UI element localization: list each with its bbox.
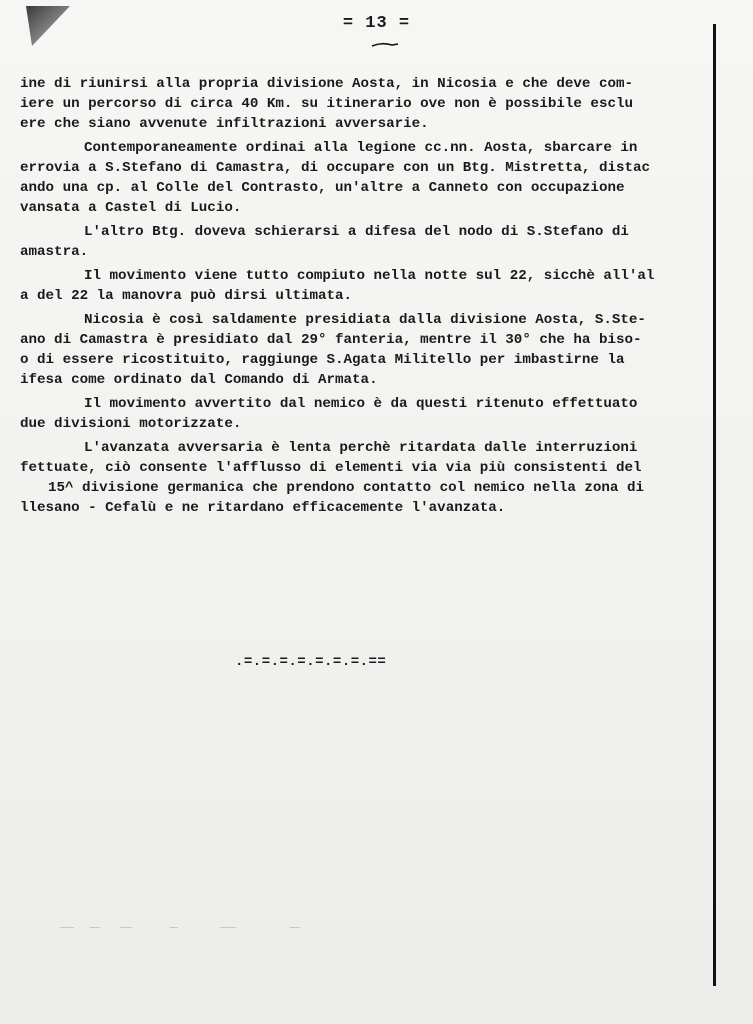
page-right-edge-line [713, 24, 716, 986]
text-line: due divisioni motorizzate. [20, 416, 242, 432]
pen-mark [370, 40, 400, 50]
text-line: ere che siano avvenute infiltrazioni avversarie. [20, 116, 429, 132]
page-number: = 13 = [342, 14, 411, 33]
paragraph-start: Contemporaneamente ordinai alla legione cc.nn. Aosta, sbarcare in [84, 140, 638, 156]
document-body [20, 74, 710, 518]
text-line: 15^ divisione germanica che prendono contatto col nemico nella zona di [48, 480, 644, 496]
text-line: ando una cp. al Colle del Contrasto, un'altre a Canneto con occupazione [20, 180, 625, 196]
text-line: ine di riunirsi alla propria divisione Aosta, in Nicosia e che deve com- [20, 76, 633, 92]
paragraph-start: L'avanzata avversaria è lenta perchè ritardata dalle interruzioni [84, 440, 638, 456]
text-line: llesano - Cefalù e ne ritardano efficacemente l'avanzata. [20, 500, 506, 516]
text-line: o di essere ricostituito, raggiunge S.Agata Militello per imbastirne la [20, 352, 625, 368]
scan-artifact [60, 924, 360, 932]
text-line: amastra. [20, 244, 89, 260]
text-line: ano di Camastra è presidiato dal 29° fanteria, mentre il 30° che ha biso- [20, 332, 642, 348]
text-line: vansata a Castel di Lucio. [20, 200, 242, 216]
paragraph-start: Il movimento viene tutto compiuto nella notte sul 22, sicchè all'al [84, 268, 655, 284]
text-line: a del 22 la manovra può dirsi ultimata. [20, 288, 353, 304]
text-line: iere un percorso di circa 40 Km. su itinerario ove non è possibile esclu [20, 96, 633, 112]
paragraph-start: L'altro Btg. doveva schierarsi a difesa del nodo di S.Stefano di [84, 224, 629, 240]
text-line: ifesa come ordinato dal Comando di Armata. [20, 372, 378, 388]
text-line: fettuate, ciò consente l'afflusso di elementi via via più consistenti del [20, 460, 642, 476]
text-line: errovia a S.Stefano di Camastra, di occupare con un Btg. Mistretta, distac [20, 160, 651, 176]
paragraph-start: Nicosia è così saldamente presidiata dalla divisione Aosta, S.Ste- [84, 312, 646, 328]
section-divider: .=.=.=.=.=.=.=.== [235, 654, 387, 670]
paragraph-start: Il movimento avvertito dal nemico è da questi ritenuto effettuato [84, 396, 638, 412]
